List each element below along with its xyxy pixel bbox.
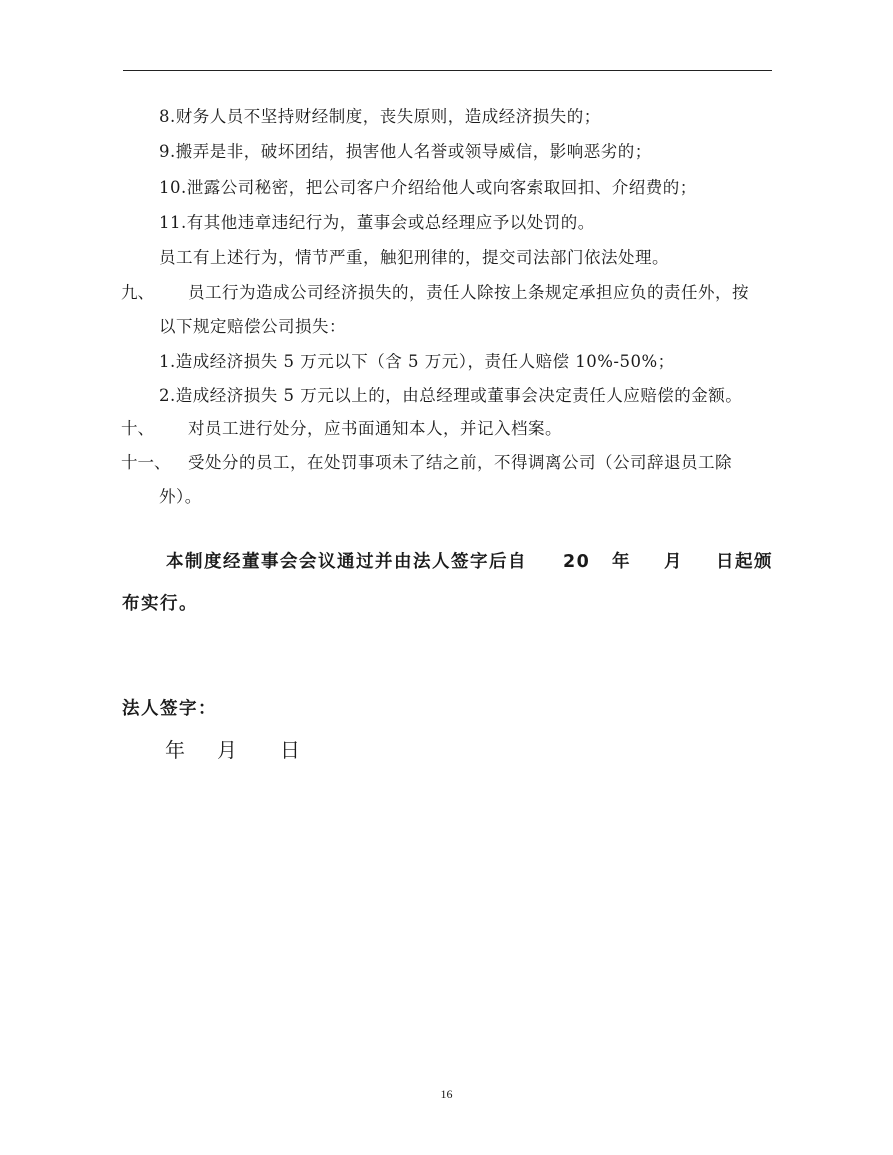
- enactment-day: 日起颁: [716, 552, 773, 572]
- rule-item-9: 9.搬弄是非，破坏团结，损害他人名誉或领导威信，影响恶劣的；: [159, 142, 652, 161]
- section-9-number: 九、: [121, 283, 154, 302]
- rule-item-8: 8.财务人员不坚持财经制度，丧失原则，造成经济损失的；: [159, 107, 601, 126]
- enactment-month: 月: [664, 552, 683, 572]
- signature-month: 月: [217, 738, 237, 762]
- section-9-line1: 员工行为造成公司经济损失的，责任人除按上条规定承担应负的责任外，按: [188, 283, 749, 302]
- enactment-year-prefix: 20: [563, 552, 591, 572]
- enactment-year: 年: [612, 552, 631, 572]
- section-11-line1: 受处分的员工，在处罚事项未了结之前，不得调离公司（公司辞退员工除: [188, 453, 732, 472]
- enactment-line2: 布实行。: [122, 594, 198, 614]
- rule-note: 员工有上述行为，情节严重，触犯刑律的，提交司法部门依法处理。: [159, 248, 669, 267]
- header-rule: [123, 70, 772, 71]
- rule-item-11: 11.有其他违章违纪行为，董事会或总经理应予以处罚的。: [159, 213, 595, 232]
- section-11-line2: 外）。: [159, 487, 202, 506]
- section-9-item1: 1.造成经济损失 5 万元以下（含 5 万元），责任人赔偿 10%-50%；: [159, 352, 675, 371]
- signature-year: 年: [165, 738, 185, 762]
- signature-label: 法人签字：: [122, 699, 217, 719]
- signature-day: 日: [280, 738, 300, 762]
- rule-item-10: 10.泄露公司秘密，把公司客户介绍给他人或向客索取回扣、介绍费的；: [159, 178, 697, 197]
- section-10-text: 对员工进行处分，应书面通知本人，并记入档案。: [188, 419, 562, 438]
- section-9-line2: 以下规定赔偿公司损失：: [159, 317, 346, 336]
- section-11-number: 十一、: [121, 453, 171, 472]
- page-number: 16: [440, 1087, 453, 1101]
- section-9-item2: 2.造成经济损失 5 万元以上的，由总经理或董事会决定责任人应赔偿的金额。: [159, 386, 743, 405]
- section-10-number: 十、: [121, 419, 154, 438]
- enactment-text: 本制度经董事会会议通过并由法人签字后自: [166, 552, 527, 572]
